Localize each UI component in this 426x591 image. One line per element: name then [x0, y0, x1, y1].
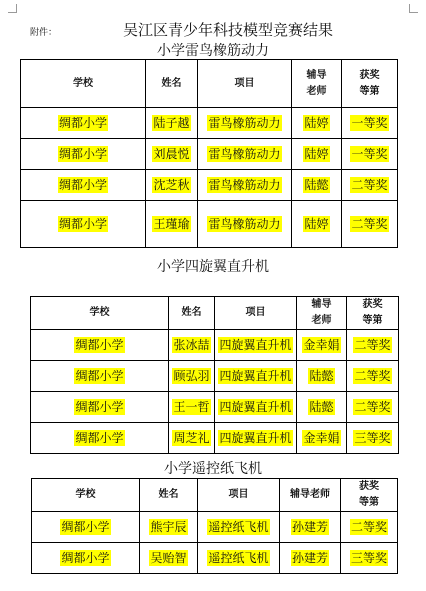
cell-name: 刘晨悦 — [146, 139, 198, 170]
cell-school: 绸都小学 — [31, 423, 169, 454]
header-name: 姓名 — [140, 479, 198, 512]
cell-coach: 金幸娟 — [297, 330, 347, 361]
header-school: 学校 — [31, 297, 169, 330]
cell-name: 熊宇辰 — [140, 512, 198, 543]
cell-award: 二等奖 — [347, 330, 399, 361]
cell-award: 二等奖 — [342, 170, 398, 201]
cell-coach: 陆婷 — [292, 108, 342, 139]
cell-name: 张冰喆 — [169, 330, 215, 361]
cell-name: 顾弘羽 — [169, 361, 215, 392]
cell-project: 遥控纸飞机 — [198, 543, 280, 574]
cell-school: 绸都小学 — [21, 170, 146, 201]
header-coach: 辅导 老师 — [292, 60, 342, 108]
cell-project: 四旋翼直升机 — [215, 423, 297, 454]
table-row — [21, 170, 398, 201]
document-title — [0, 19, 426, 40]
cell-school: 绸都小学 — [21, 201, 146, 248]
cell-coach: 陆懿 — [297, 392, 347, 423]
table-header-row — [21, 60, 398, 108]
attachment-label: 附件： — [30, 28, 58, 38]
cell-project: 雷鸟橡筋动力 — [198, 201, 292, 248]
cell-coach: 金幸娟 — [297, 423, 347, 454]
cell-coach: 陆懿 — [297, 361, 347, 392]
cell-school: 绸都小学 — [31, 330, 169, 361]
cell-project: 四旋翼直升机 — [215, 330, 297, 361]
table-row — [32, 512, 398, 543]
header-school: 学校 — [21, 60, 146, 108]
table-header-row — [31, 297, 399, 330]
cell-project: 四旋翼直升机 — [215, 392, 297, 423]
table-row — [31, 361, 399, 392]
header-award: 获奖 等第 — [342, 60, 398, 108]
page-corner-mark-right — [409, 4, 418, 13]
section-title-rubber-band: 小学雷鸟橡筋动力 — [157, 43, 269, 59]
header-project: 项目 — [198, 479, 280, 512]
cell-award: 三等奖 — [347, 423, 399, 454]
cell-project: 雷鸟橡筋动力 — [198, 170, 292, 201]
cell-award: 二等奖 — [342, 201, 398, 248]
cell-name: 王瑾瑜 — [146, 201, 198, 248]
cell-school: 绸都小学 — [32, 512, 140, 543]
cell-name: 沈芝秋 — [146, 170, 198, 201]
cell-coach: 陆婷 — [292, 139, 342, 170]
table-row — [31, 423, 399, 454]
cell-award: 二等奖 — [347, 361, 399, 392]
header-project: 项目 — [198, 60, 292, 108]
cell-school: 绸都小学 — [31, 361, 169, 392]
table-row — [21, 139, 398, 170]
header-coach: 辅导老师 — [280, 479, 341, 512]
cell-school: 绸都小学 — [32, 543, 140, 574]
results-table-rc-paper-plane — [31, 478, 398, 574]
table-row — [21, 201, 398, 248]
header-award: 获奖 等第 — [341, 479, 398, 512]
results-table-rubber-band — [20, 59, 398, 248]
cell-name: 王一哲 — [169, 392, 215, 423]
header-project: 项目 — [215, 297, 297, 330]
cell-coach: 陆懿 — [292, 170, 342, 201]
cell-award: 二等奖 — [347, 392, 399, 423]
header-name: 姓名 — [169, 297, 215, 330]
cell-school: 绸都小学 — [21, 108, 146, 139]
document-title-text: 吴江区青少年科技模型竞赛结果 — [122, 21, 333, 39]
cell-project: 遥控纸飞机 — [198, 512, 280, 543]
table-row — [31, 330, 399, 361]
table-row — [21, 108, 398, 139]
cell-name: 陆子越 — [146, 108, 198, 139]
cell-name: 周芝礼 — [169, 423, 215, 454]
cell-coach: 孙建芳 — [280, 543, 341, 574]
section-title-quadcopter: 小学四旋翼直升机 — [157, 259, 269, 275]
header-coach: 辅导 老师 — [297, 297, 347, 330]
cell-coach: 陆婷 — [292, 201, 342, 248]
header-school: 学校 — [32, 479, 140, 512]
header-name: 姓名 — [146, 60, 198, 108]
table-header-row — [32, 479, 398, 512]
cell-project: 雷鸟橡筋动力 — [198, 139, 292, 170]
cell-coach: 孙建芳 — [280, 512, 341, 543]
header-award: 获奖 等第 — [347, 297, 399, 330]
results-table-quadcopter — [30, 296, 399, 454]
cell-award: 三等奖 — [341, 543, 398, 574]
table-row — [32, 543, 398, 574]
cell-award: 一等奖 — [342, 139, 398, 170]
cell-name: 吴贻智 — [140, 543, 198, 574]
cell-school: 绸都小学 — [31, 392, 169, 423]
cell-project: 四旋翼直升机 — [215, 361, 297, 392]
table-row — [31, 392, 399, 423]
cell-award: 一等奖 — [342, 108, 398, 139]
cell-school: 绸都小学 — [21, 139, 146, 170]
page-corner-mark-left — [8, 4, 17, 13]
cell-project: 雷鸟橡筋动力 — [198, 108, 292, 139]
cell-award: 二等奖 — [341, 512, 398, 543]
section-title-rc-paper-plane: 小学遥控纸飞机 — [164, 461, 262, 477]
